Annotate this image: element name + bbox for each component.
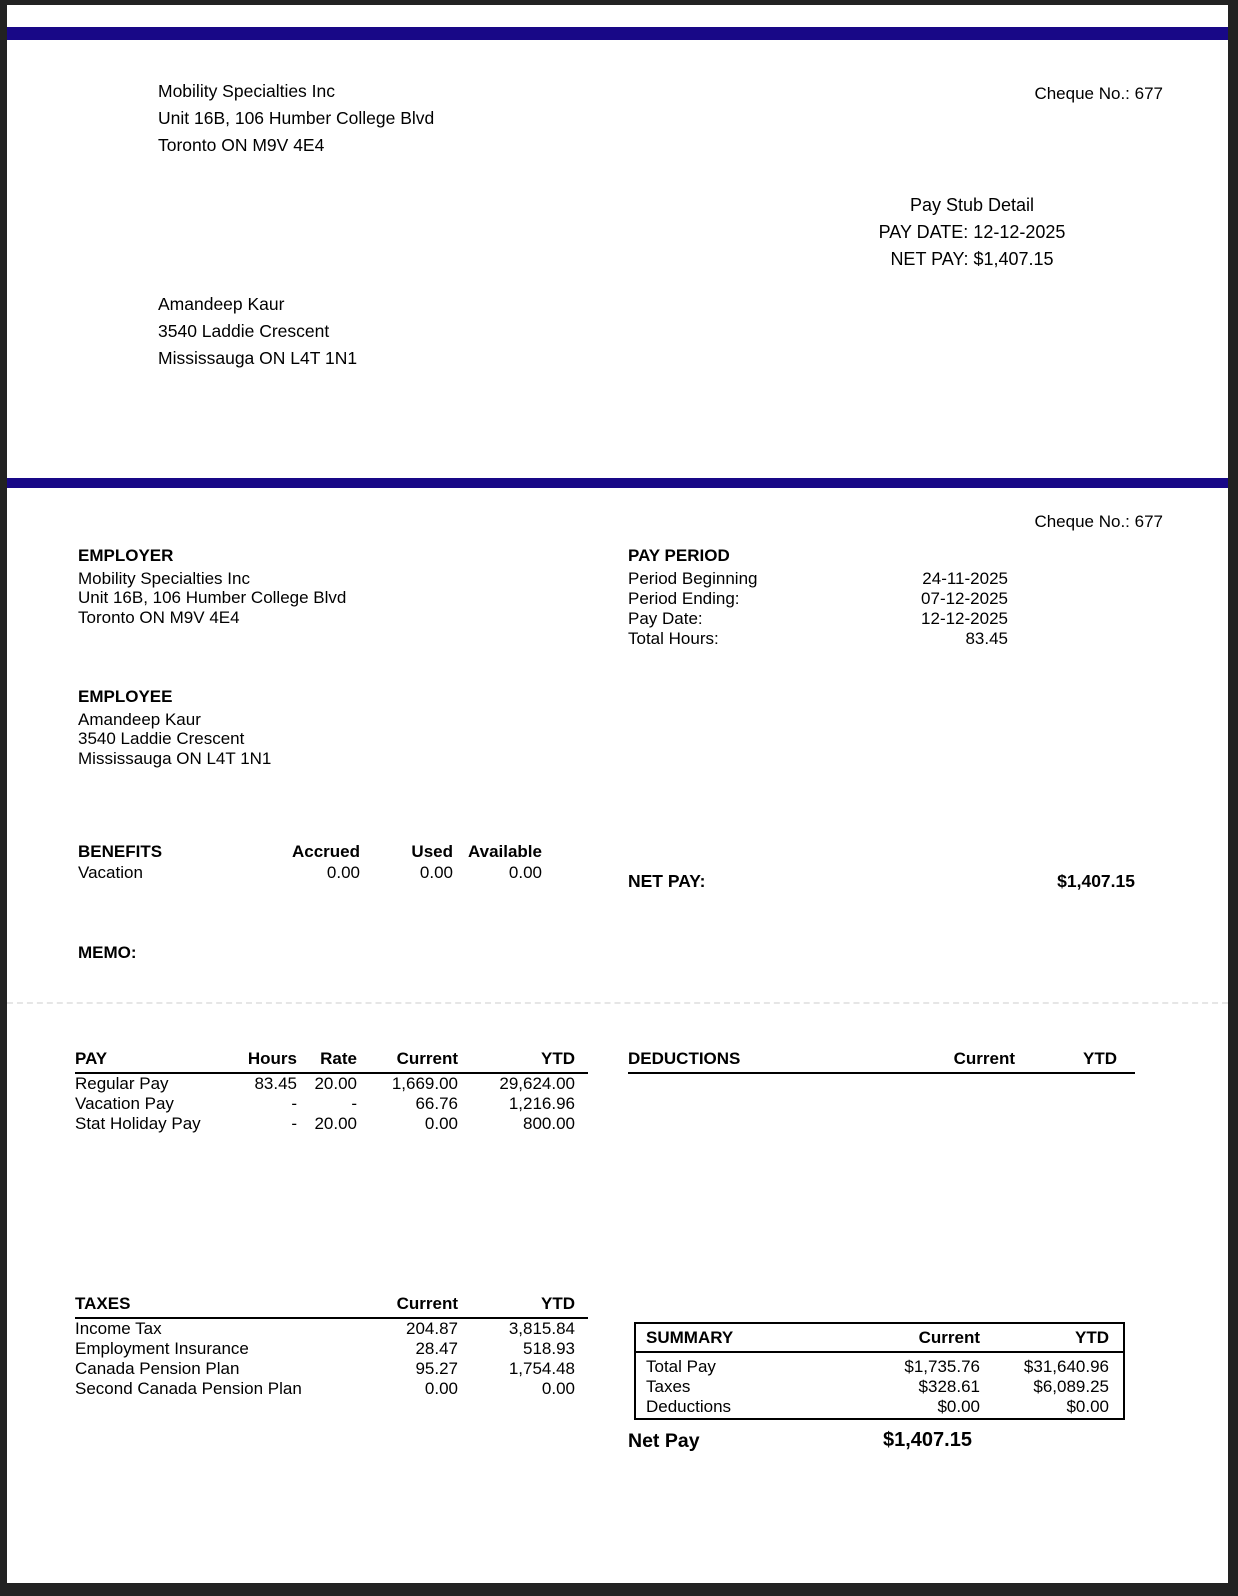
cheque-number-detail: Cheque No.: 677: [1034, 512, 1163, 531]
memo-label: MEMO:: [78, 943, 137, 962]
pay-item-rate: -: [351, 1094, 357, 1113]
period-beginning-label: Period Beginning: [628, 569, 758, 588]
pay-item-rate: 20.00: [314, 1114, 357, 1133]
tax-row: [75, 1318, 588, 1339]
employee-address-line2: Mississauga ON L4T 1N1: [158, 348, 358, 368]
net-pay-line: NET PAY: $1,407.15: [890, 249, 1054, 269]
benefits-row-vacation: [78, 862, 542, 883]
deductions-col-current: Current: [908, 1049, 1015, 1073]
tax-item-label: Employment Insurance: [75, 1339, 249, 1358]
pay-table-header: [75, 1049, 588, 1073]
benefits-col-used: Used: [411, 842, 453, 861]
tax-item-current: 204.87: [406, 1319, 458, 1338]
employee-name-detail: Amandeep Kaur: [78, 709, 201, 729]
benefits-section: [78, 841, 542, 883]
summary-item-current: $328.61: [918, 1377, 980, 1396]
employer-heading: EMPLOYER: [78, 546, 174, 565]
tax-item-ytd: 3,815.84: [508, 1319, 575, 1338]
summary-table: [636, 1326, 1123, 1417]
pay-col-ytd: YTD: [458, 1049, 588, 1073]
pay-item-ytd: 1,216.96: [508, 1094, 575, 1113]
company-address-line2: Toronto ON M9V 4E4: [158, 135, 325, 155]
summary-box: [634, 1322, 1125, 1420]
pay-col-rate: Rate: [297, 1049, 357, 1073]
company-address-top: [158, 78, 434, 159]
perforation-divider: [7, 1002, 1228, 1004]
pay-period-row: [628, 609, 1008, 629]
pay-table: [75, 1049, 588, 1134]
employee-heading: EMPLOYEE: [78, 687, 173, 706]
tax-item-ytd: 518.93: [523, 1339, 575, 1358]
pay-item-label: Stat Holiday Pay: [75, 1114, 201, 1133]
summary-col-ytd: YTD: [980, 1326, 1123, 1352]
net-pay-row: [628, 871, 1135, 892]
benefits-heading: BENEFITS: [78, 842, 163, 861]
pay-date-value: 12-12-2025: [921, 609, 1008, 628]
pay-date-label: Pay Date:: [628, 609, 703, 628]
summary-col-current: Current: [816, 1326, 980, 1352]
pay-item-ytd: 29,624.00: [499, 1074, 575, 1093]
pay-item-label: Vacation Pay: [75, 1094, 174, 1113]
pay-item-rate: 20.00: [314, 1074, 357, 1093]
company-address-line1: Unit 16B, 106 Humber College Blvd: [158, 108, 435, 128]
summary-row-deductions: [636, 1397, 1123, 1417]
pay-row: [75, 1094, 588, 1114]
taxes-heading: TAXES: [75, 1294, 355, 1318]
summary-header-row: [636, 1326, 1123, 1352]
pay-stub-page: [7, 5, 1228, 1583]
summary-item-ytd: $31,640.96: [1023, 1357, 1109, 1376]
pay-item-current: 66.76: [415, 1094, 458, 1113]
summary-row-total-pay: [636, 1352, 1123, 1377]
summary-item-ytd: $6,089.25: [1033, 1377, 1109, 1396]
deductions-heading: DEDUCTIONS: [628, 1049, 908, 1073]
summary-item-label: Deductions: [646, 1397, 732, 1416]
pay-date-line: PAY DATE: 12-12-2025: [878, 222, 1066, 242]
taxes-col-ytd: YTD: [458, 1294, 588, 1318]
employee-address-detail-line1: 3540 Laddie Crescent: [78, 729, 245, 748]
pay-item-hours: -: [291, 1114, 297, 1133]
tax-item-current: 95.27: [415, 1359, 458, 1378]
period-ending-label: Period Ending:: [628, 589, 740, 608]
pay-stub-detail-title: Pay Stub Detail: [909, 195, 1035, 215]
net-pay-total-value: $1,407.15: [883, 1429, 972, 1451]
summary-item-current: $0.00: [937, 1397, 980, 1416]
cheque-number-top: Cheque No.: 677: [1034, 84, 1163, 103]
pay-col-current: Current: [357, 1049, 458, 1073]
pay-item-current: 1,669.00: [391, 1074, 458, 1093]
period-beginning-value: 24-11-2025: [922, 569, 1008, 588]
employer-address-line1: Unit 16B, 106 Humber College Blvd: [78, 588, 347, 607]
summary-item-label: Total Pay: [646, 1357, 716, 1376]
benefits-col-available: Available: [467, 842, 542, 861]
tax-item-current: 0.00: [424, 1379, 458, 1398]
benefit-used: 0.00: [419, 863, 453, 882]
employee-address-detail-line2: Mississauga ON L4T 1N1: [78, 748, 272, 768]
tax-item-current: 28.47: [415, 1339, 458, 1358]
tax-row: [75, 1379, 588, 1399]
deductions-col-ytd: YTD: [1015, 1049, 1135, 1073]
summary-item-label: Taxes: [646, 1377, 691, 1396]
tax-item-ytd: 1,754.48: [508, 1359, 575, 1378]
employee-address-line1: 3540 Laddie Crescent: [158, 321, 330, 341]
tax-row: [75, 1359, 588, 1379]
benefit-label: Vacation: [78, 863, 143, 882]
net-pay-label: NET PAY:: [628, 871, 706, 891]
tax-row: [75, 1339, 588, 1359]
deductions-table-header: [628, 1049, 1135, 1073]
pay-item-ytd: 800.00: [523, 1114, 575, 1133]
pay-period-row: [628, 569, 1008, 589]
accent-bar-middle: [7, 478, 1228, 488]
benefits-header-row: [78, 841, 542, 862]
pay-col-hours: Hours: [215, 1049, 297, 1073]
period-ending-value: 07-12-2025: [921, 589, 1008, 608]
summary-item-ytd: $0.00: [1066, 1397, 1109, 1416]
tax-item-label: Canada Pension Plan: [75, 1359, 240, 1378]
net-pay-total-label: Net Pay: [628, 1430, 700, 1452]
pay-period-row: [628, 629, 1008, 649]
pay-item-current: 0.00: [424, 1114, 458, 1133]
benefits-col-accrued: Accrued: [291, 842, 360, 861]
employer-address-line2: Toronto ON M9V 4E4: [78, 607, 240, 627]
employer-name: Mobility Specialties Inc: [78, 568, 250, 588]
tax-item-label: Second Canada Pension Plan: [75, 1379, 302, 1398]
pay-row: [75, 1114, 588, 1134]
employee-name: Amandeep Kaur: [158, 294, 285, 314]
deductions-table: [628, 1049, 1135, 1074]
employee-address-top: [158, 291, 357, 372]
total-hours-label: Total Hours:: [628, 629, 719, 648]
benefit-available: 0.00: [508, 863, 542, 882]
pay-item-hours: -: [291, 1094, 297, 1113]
pay-item-hours: 83.45: [254, 1074, 297, 1093]
pay-period-row: [628, 589, 1008, 609]
accent-bar-top: [7, 27, 1228, 40]
tax-item-ytd: 0.00: [541, 1379, 575, 1398]
pay-row: [75, 1073, 588, 1094]
net-pay-value: $1,407.15: [1057, 871, 1135, 891]
benefit-accrued: 0.00: [326, 863, 360, 882]
employee-section: [78, 687, 271, 768]
summary-row-taxes: [636, 1377, 1123, 1397]
taxes-table-header: [75, 1294, 588, 1318]
summary-heading: SUMMARY: [636, 1326, 816, 1352]
pay-period-heading: PAY PERIOD: [628, 546, 730, 565]
tax-item-label: Income Tax: [75, 1319, 162, 1338]
total-hours-value: 83.45: [965, 629, 1008, 648]
pay-stub-detail-block: [747, 192, 1197, 273]
pay-heading: PAY: [75, 1049, 215, 1073]
company-name: Mobility Specialties Inc: [158, 81, 336, 101]
pay-item-label: Regular Pay: [75, 1074, 169, 1093]
taxes-col-current: Current: [355, 1294, 458, 1318]
taxes-table: [75, 1294, 588, 1399]
summary-item-current: $1,735.76: [904, 1357, 980, 1376]
pay-period-section: [628, 546, 1008, 649]
employer-section: [78, 546, 346, 627]
